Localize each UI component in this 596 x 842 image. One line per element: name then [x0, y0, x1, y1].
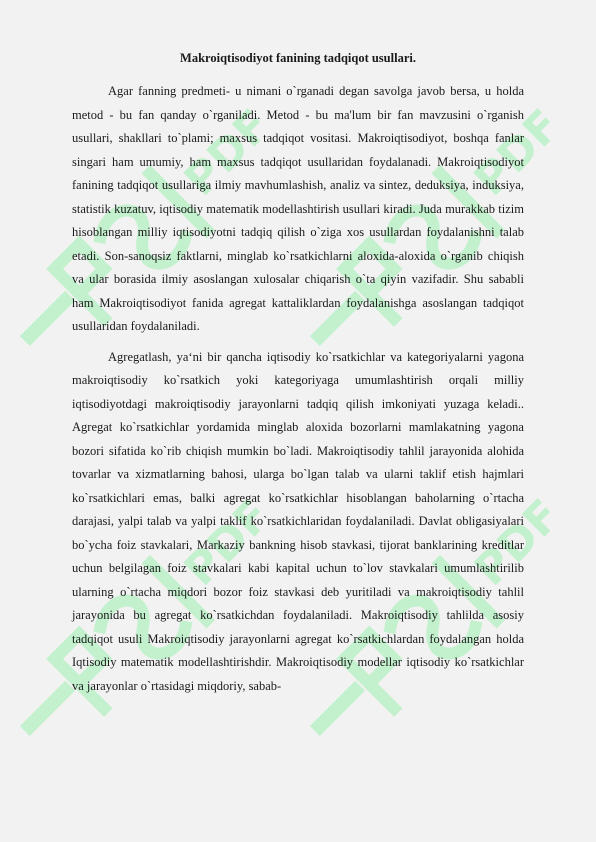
document-title: Makroiqtisodiyot fanining tadqiqot usullari.	[180, 51, 416, 65]
watermark-logo-text: PDF	[174, 100, 281, 206]
watermark-stroke	[30, 301, 65, 336]
watermark-logo-text: PDF	[464, 490, 571, 596]
watermark-logo-text: PDF	[464, 100, 571, 206]
paragraph: Agregatlash, ya‘ni bir qancha iqtisodiy ko`rsatkichlar va kategoriyalarni yagona makroiqtisodiy ko`rsatkich yoki kategoriyaga umumlashtirish orqali milliy iqtisodiyotdagi makroiqtisodiy jarayonlarni tadqiq qilish imkoniyati yuzaga keladi.. Agregat ko`rsatkichlar yordamida minglab aloxida bozorlarni mamlakatning yagona bozori sifatida ko`rib chiqish mumkin bo`ladi. Makroiqtisodiy tahlil jarayonida alohida tovarlar va xizmatlarning bahosi, ularga bo`lgan talab va ularni taklif etish hajmlari ko`rsatkichlari emas, balki agregat ko`rsatkichlar hisoblangan baholarning o`rtacha darajasi, yalpi talab va yalpi taklif ko`rsatkichlaridan foydalaniladi. Davlat obligasiyalari bo`ycha foiz stavkalari, Markaziy bankning hisob stavkasi, tijorat banklarining kreditlar uchun belgilagan foiz stavkalari kabi kapital uchun to`lov stavkalari umumlashtirilib ularning o`rtacha miqdori bozor foiz stavkasi deb yuritiladi va makroiqtisodiy tahlil jarayonida bu agregat ko`rsatkichdan foydalaniladi. Makroiqtisodiy tahlilda asosiy tadqiqot usuli Makroiqtisodiy jarayonlarni agregat ko`rsatkichlardan foydalangan holda Iqtisodiy matematik modellashtirishdir. Makroiqtisodiy modellar iqtisodiy ko`rsatkichlar va jarayonlar o`rtasidagi miqdoriy, sabab-	[72, 349, 524, 693]
watermark-logo-text: PDF	[174, 490, 281, 596]
document-body	[72, 50, 524, 705]
paragraph: Agar fanning predmeti- u nimani o`rganadi degan savolga javob bersa, u holda metod - bu fan qanday o`rganiladi. Metod - bu ma'lum bir fan mavzusini o`rganish usullari, shakllari to`plami; maxsus tadqiqot vositasi. Makroiqtisodiyot, boshqa fanlar singari ham umumiy, ham maxsus tadqiqot usullaridan foydalanadi. Makroiqtisodiyot fanining tadqiqot usullariga ilmiy mavhumlashish, analiz va sintez, deduksiya, induksiya, statistik kuzatuv, iqtisodiy matematik modellashtirish usullari kiradi. Juda murakkab tizim hisoblangan milliy iqtisodiyotni tadqiq qilish o`ziga xos usullardan foydalanishni talab etadi. Son-sanoqsiz faktlarni, minglab ko`rsatkichlarni aloxida-aloxida o`rganib chiqish va ular borasida ilmiy asoslangan xulosalar chiqarish o`ta qiyin vazifadir. Shu sababli ham Makroiqtisodiyot fanida agregat kattaliklardan foydalanishga asoslangan tadqiqot usullaridan foydalaniladi.	[72, 84, 524, 333]
watermark-stroke	[30, 691, 65, 726]
